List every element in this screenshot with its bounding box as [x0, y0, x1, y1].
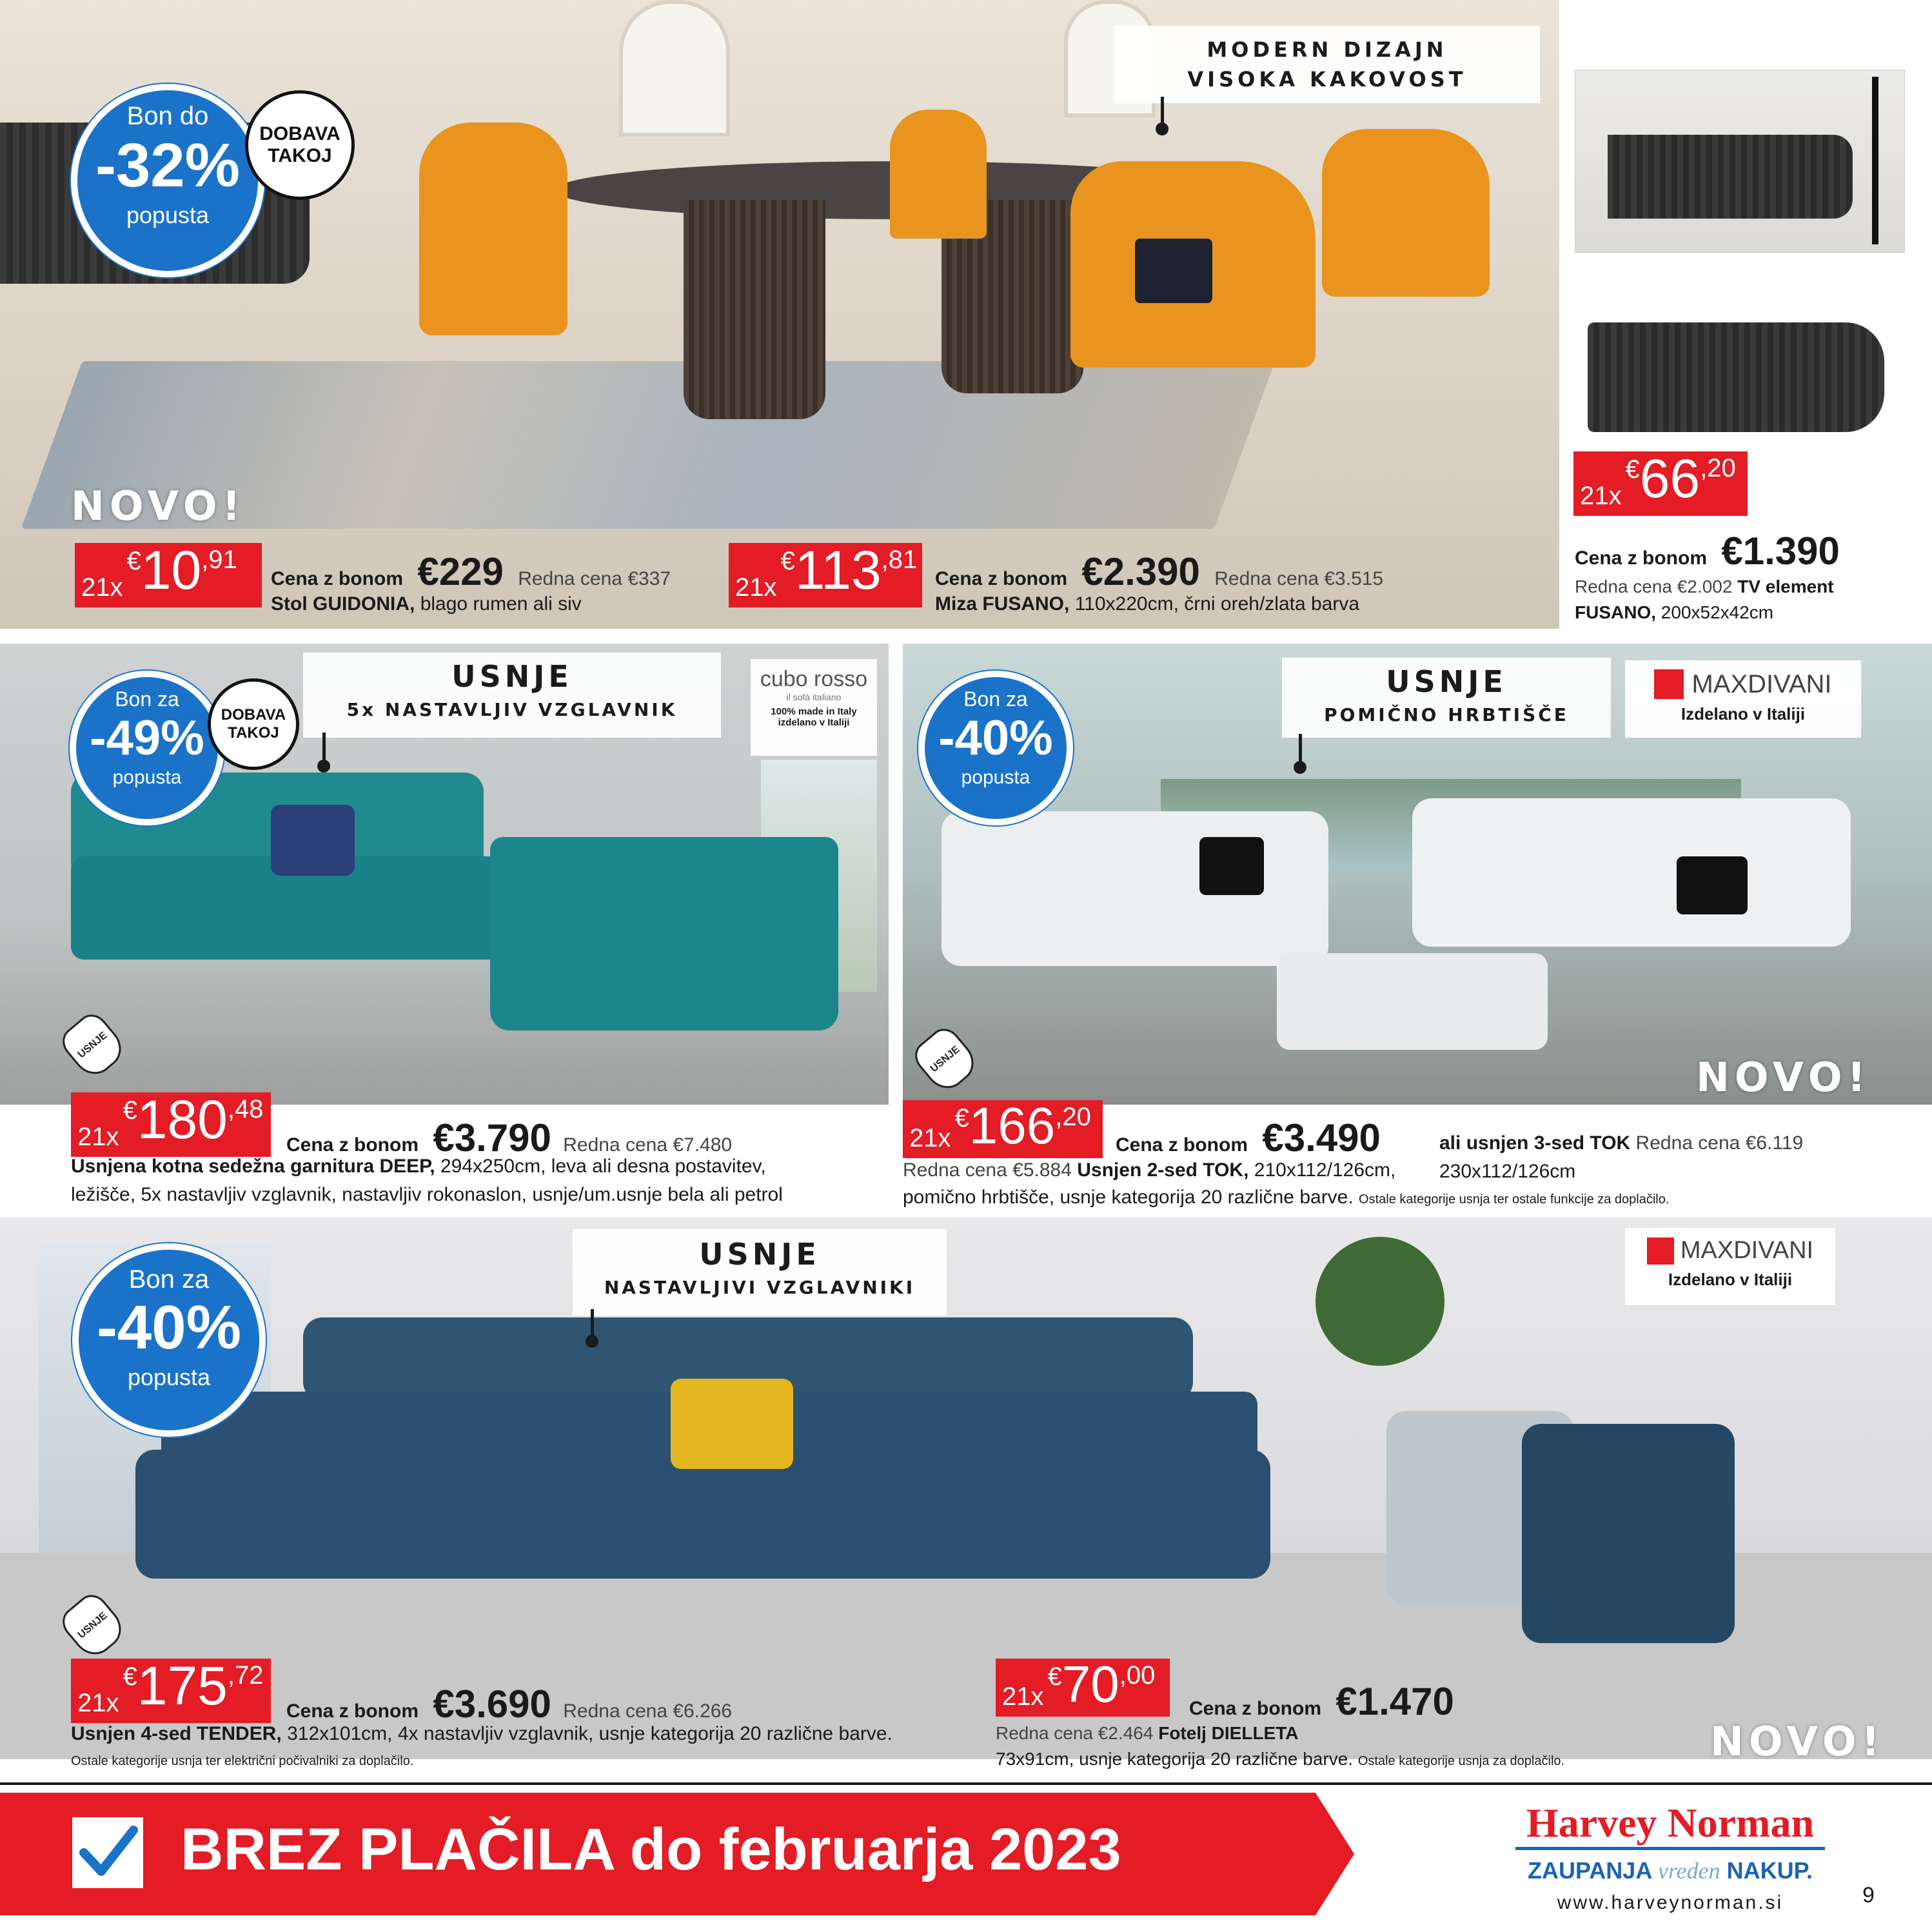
- cushion: [1677, 856, 1748, 914]
- product-desc: 312x101cm, 4x nastavljiv vzglavnik, usnje kategorija 20 različne barve.: [287, 1723, 892, 1744]
- cushion: [271, 805, 355, 876]
- installment-count: 21x: [1580, 482, 1622, 510]
- product-name: Fotelj DIELLETA: [1158, 1723, 1299, 1743]
- takoj-line1: DOBAVA: [259, 123, 340, 144]
- euro-sign: €: [123, 1096, 137, 1125]
- price-line: [1189, 1679, 1454, 1724]
- installment-count: 21x: [77, 1689, 119, 1717]
- product-name: Usnjen 2-sed TOK,: [1077, 1159, 1249, 1181]
- installment-price: [71, 1089, 271, 1157]
- banner-line2: POMIČNO HRBTIŠČE: [1324, 704, 1569, 725]
- product-note: Ostale kategorije usnja ter ostale funkcije za doplačilo.: [1359, 1192, 1670, 1207]
- logo-row: [1625, 669, 1861, 699]
- alt-product-desc: 230x112/126cm: [1439, 1161, 1576, 1182]
- product-name: TV element: [1737, 577, 1834, 596]
- regular-price: €3.515: [1324, 568, 1384, 589]
- logo-row: [1625, 1237, 1835, 1265]
- maxdivani-mark-icon: [1647, 1237, 1674, 1265]
- product-desc: 294x250cm, leva ali desna postavitev,: [440, 1156, 766, 1177]
- euro-sign: €: [126, 547, 141, 575]
- badge-bottom-text: popusta: [961, 767, 1030, 788]
- product-line: [71, 1184, 783, 1206]
- product-desc: blago rumen ali siv: [420, 593, 582, 615]
- product-line: [71, 1723, 892, 1745]
- discount-badge: [918, 671, 1073, 825]
- delivery-now-badge: [245, 90, 355, 200]
- product-desc: 110x220cm, črni oreh/zlata barva: [1074, 593, 1360, 615]
- installment-price: [903, 1097, 1103, 1158]
- regular-price: €7.480: [673, 1134, 733, 1156]
- cubo-rosso-logo: [751, 659, 877, 756]
- price-line: [1575, 529, 1840, 573]
- bonus-price: €3.490: [1262, 1116, 1381, 1159]
- leather-icon: USNJE: [56, 1009, 129, 1083]
- regular-price: €2.464: [1098, 1723, 1154, 1743]
- delivery-now-badge: [208, 678, 299, 770]
- banner-line1: USNJE: [699, 1237, 820, 1272]
- product-line: [71, 1156, 766, 1178]
- installment-amount: 70: [1061, 1655, 1119, 1713]
- badge-top-text: Bon za: [115, 687, 179, 711]
- product-name: Stol GUIDONIA,: [271, 593, 415, 615]
- installment-cents: ,72: [227, 1661, 264, 1690]
- bonus-label: Cena z bonom: [1575, 547, 1708, 569]
- banner-line2: NASTAVLJIVI VZGLAVNIKI: [604, 1277, 916, 1298]
- logo-brand: cubo rosso: [760, 667, 868, 691]
- badge-top-text: Bon do: [126, 102, 209, 130]
- website-link[interactable]: www.harveynorman.si: [1557, 1892, 1784, 1913]
- euro-sign: €: [123, 1662, 137, 1691]
- logo-brand: MAXDIVANI: [1680, 1237, 1814, 1264]
- product-name: Usnjen 4-sed TENDER,: [71, 1723, 282, 1744]
- feature-banner: [573, 1229, 947, 1316]
- banner-pointer-dot: [317, 760, 330, 773]
- price-line: [286, 1116, 732, 1160]
- banner-pointer-dot: [1294, 761, 1306, 774]
- price-line: [286, 1682, 732, 1726]
- installment-price: [1573, 448, 1748, 516]
- tender-sofa-seat: [135, 1450, 1270, 1579]
- installment-cents: ,81: [881, 546, 918, 574]
- price-line: [1116, 1116, 1381, 1160]
- new-label: NOVO!: [1710, 1718, 1885, 1765]
- bonus-price: €3.690: [433, 1682, 551, 1726]
- cushion: [671, 1379, 793, 1469]
- sideboard: [1608, 135, 1853, 219]
- banner-line1: MODERN DIZAJN: [1207, 37, 1448, 62]
- installment-price: [71, 1655, 271, 1723]
- installment-count: 21x: [1002, 1682, 1044, 1711]
- euro-sign: €: [780, 547, 795, 575]
- bonus-label: Cena z bonom: [935, 568, 1068, 589]
- footer-headline: BREZ PLAČILA do februarja 2023: [181, 1817, 1121, 1882]
- feature-banner: [1114, 26, 1540, 103]
- corner-sofa-chaise: [490, 837, 838, 1030]
- armchair: [1522, 1424, 1735, 1643]
- alt-product-name: ali usnjen 3-sed TOK: [1439, 1132, 1631, 1154]
- bonus-price: €3.790: [433, 1116, 551, 1159]
- product-line: [903, 1159, 1395, 1181]
- alt-regular-price: €6.119: [1745, 1132, 1804, 1154]
- price-line: [271, 549, 671, 594]
- regular-price: €6.266: [673, 1700, 733, 1722]
- table-pedestal: [684, 200, 825, 419]
- product-name: Miza FUSANO,: [935, 593, 1070, 615]
- handbag: [1135, 239, 1212, 303]
- product-desc: 210x112/126cm,: [1254, 1159, 1396, 1181]
- brand-tagline: [1515, 1857, 1825, 1884]
- logo-line1: 100% made in Italy: [771, 706, 857, 717]
- product-line: [271, 593, 582, 615]
- regular-label: Redna cena: [903, 1159, 1007, 1181]
- leather-icon: USNJE: [56, 1589, 129, 1663]
- product-line: [903, 1187, 1669, 1208]
- alt-regular-label: Redna cena: [1635, 1132, 1740, 1154]
- product-line: [1575, 577, 1834, 597]
- tagline-part-b: vreden: [1658, 1858, 1720, 1884]
- logo-line2: izdelano v Italiji: [778, 717, 850, 728]
- product-name: Usnjena kotna sedežna garnitura DEEP,: [71, 1156, 435, 1177]
- orange-chair: [419, 123, 567, 335]
- badge-bottom-text: popusta: [112, 767, 182, 788]
- takoj-line2: TAKOJ: [268, 145, 332, 166]
- cushion: [1199, 837, 1264, 895]
- regular-price: €2.002: [1677, 577, 1733, 596]
- page-number: 9: [1862, 1883, 1875, 1907]
- tagline-part-c: NAKUP.: [1726, 1857, 1813, 1884]
- product-note: Ostale kategorije usnja ter električni počivalniki za doplačilo.: [71, 1754, 414, 1768]
- logo-brand: MAXDIVANI: [1691, 669, 1832, 698]
- maxdivani-logo: [1625, 1228, 1835, 1305]
- installment-amount: 180: [137, 1089, 228, 1150]
- product-desc: 73x91cm, usnje kategorija 20 različne barve.: [996, 1749, 1354, 1769]
- regular-price: €5.884: [1012, 1159, 1072, 1181]
- badge-percent: -40%: [938, 711, 1053, 765]
- banner-line2: 5x NASTAVLJIV VZGLAVNIK: [346, 699, 678, 720]
- bonus-label: Cena z bonom: [286, 1134, 419, 1156]
- checkbox-icon: [72, 1817, 143, 1888]
- installment-price: [996, 1655, 1170, 1717]
- installment-cents: ,48: [227, 1095, 264, 1123]
- badge-percent: -32%: [95, 131, 241, 200]
- regular-label: Redna cena: [1575, 577, 1673, 596]
- floor-lamp: [1872, 77, 1878, 244]
- orange-chair: [1322, 129, 1490, 297]
- installment-amount: 113: [794, 540, 882, 600]
- logo-tag: Izdelano v Italiji: [1668, 1270, 1793, 1289]
- takoj-line2: TAKOJ: [228, 724, 279, 742]
- alt-product-line: [1439, 1132, 1803, 1154]
- banner-line2: VISOKA KAKOVOST: [1187, 67, 1467, 92]
- bonus-label: Cena z bonom: [1116, 1134, 1248, 1156]
- installment-cents: ,91: [201, 546, 237, 574]
- regular-label: Redna cena: [996, 1723, 1094, 1743]
- bonus-label: Cena z bonom: [271, 568, 404, 589]
- orange-chair: [890, 110, 987, 239]
- euro-sign: €: [1625, 455, 1640, 484]
- badge-bottom-text: popusta: [127, 1364, 211, 1390]
- new-label: NOVO!: [71, 482, 246, 529]
- product-desc-2: pomično hrbtišče, usnje kategorija 20 različne barve.: [903, 1187, 1354, 1208]
- bonus-label: Cena z bonom: [1189, 1698, 1322, 1719]
- product-line: [996, 1749, 1564, 1769]
- product-line: [935, 593, 1359, 615]
- discount-badge: [70, 671, 224, 825]
- installment-amount: 10: [141, 540, 202, 600]
- maxdivani-logo: [1625, 660, 1861, 738]
- installment-price: [729, 540, 922, 607]
- product-desc: 200x52x42cm: [1661, 602, 1774, 622]
- price-line: [935, 549, 1383, 594]
- feature-banner: [303, 653, 721, 738]
- plant: [1316, 1237, 1444, 1366]
- installment-amount: 175: [137, 1655, 228, 1716]
- bonus-price: €229: [417, 550, 504, 593]
- takoj-line1: DOBAVA: [221, 706, 286, 724]
- installment-cents: ,00: [1119, 1661, 1156, 1690]
- sideboard-photo: [1575, 70, 1905, 253]
- regular-label: Redna cena: [1214, 568, 1319, 589]
- product-line: [1575, 602, 1773, 623]
- installment-cents: ,20: [1055, 1103, 1091, 1131]
- leather-icon: USNJE: [909, 1023, 981, 1097]
- installment-count: 21x: [909, 1124, 951, 1152]
- euro-sign: €: [1047, 1662, 1062, 1691]
- new-label: NOVO!: [1696, 1054, 1871, 1101]
- installment-cents: ,20: [1700, 454, 1736, 482]
- ottoman: [1277, 953, 1548, 1050]
- installment-price: [75, 540, 262, 607]
- product-note: Ostale kategorije usnja za doplačilo.: [1357, 1754, 1565, 1768]
- badge-bottom-text: popusta: [126, 202, 210, 228]
- euro-sign: €: [954, 1104, 969, 1132]
- tv-element: [1588, 322, 1884, 432]
- regular-price: €337: [627, 568, 671, 589]
- installment-amount: 166: [969, 1097, 1056, 1154]
- regular-label: Redna cena: [563, 1700, 668, 1722]
- installment-amount: 66: [1639, 448, 1700, 509]
- badge-percent: -40%: [96, 1293, 242, 1362]
- bonus-price: €1.390: [1721, 529, 1840, 573]
- sofa-2-seat: [941, 811, 1328, 966]
- banner-pointer-dot: [1156, 123, 1168, 135]
- banner-line1: USNJE: [451, 659, 573, 694]
- bonus-price: €1.470: [1336, 1680, 1454, 1723]
- checkmark-icon: [72, 1817, 143, 1888]
- product-line: [996, 1723, 1298, 1744]
- harvey-norman-logo: Harvey Norman: [1515, 1799, 1825, 1850]
- banner-line1: USNJE: [1386, 664, 1507, 699]
- installment-count: 21x: [77, 1123, 119, 1151]
- product-name-2: FUSANO,: [1575, 602, 1656, 622]
- badge-top-text: Bon za: [128, 1265, 210, 1294]
- badge-percent: -49%: [90, 711, 204, 765]
- regular-label: Redna cena: [518, 568, 622, 589]
- installment-count: 21x: [735, 573, 777, 602]
- badge-top-text: Bon za: [963, 687, 1028, 711]
- discount-badge: [71, 84, 264, 277]
- tv-element-photo: [1575, 303, 1910, 458]
- maxdivani-mark-icon: [1654, 669, 1684, 699]
- product-desc-2: ležišče, 5x nastavljiv vzglavnik, nastavljiv rokonaslon, usnje/um.usnje bela ali petrol: [71, 1184, 783, 1205]
- banner-pointer-dot: [586, 1335, 598, 1348]
- logo-tag: il sofà italiano: [786, 692, 842, 702]
- installment-count: 21x: [81, 573, 123, 602]
- logo-tag: Izdelano v Italiji: [1681, 704, 1806, 724]
- discount-badge: [72, 1243, 266, 1437]
- bonus-label: Cena z bonom: [286, 1700, 419, 1722]
- arched-window: [619, 0, 730, 137]
- feature-banner: [1282, 658, 1611, 738]
- footer-divider: [0, 1782, 1932, 1785]
- regular-label: Redna cena: [563, 1134, 668, 1156]
- tagline-part-a: ZAUPANJA: [1527, 1857, 1651, 1884]
- bonus-price: €2.390: [1081, 550, 1200, 593]
- sofa-3-seat: [1412, 798, 1851, 947]
